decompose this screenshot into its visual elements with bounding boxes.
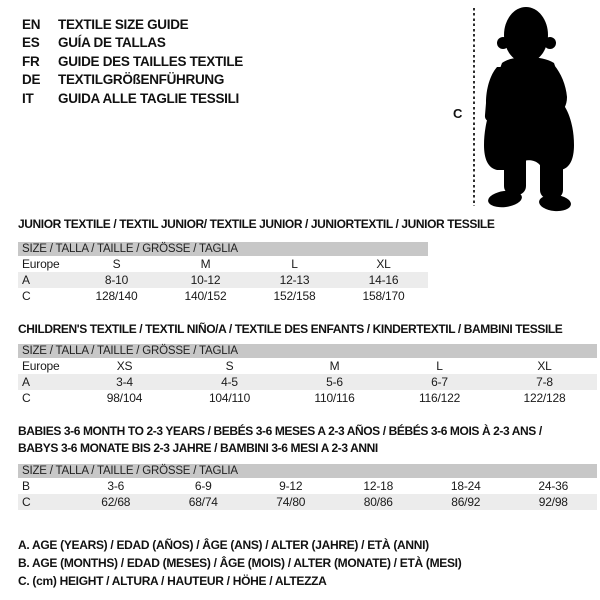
junior-table [18,242,428,304]
table-row-height [18,494,597,510]
row-label: B [22,479,30,493]
lang-row-fr [22,52,243,71]
value-cell: 62/68 [101,495,131,509]
lang-label: TEXTILGRÖßENFÜHRUNG [58,72,225,88]
lang-row-es [22,34,243,53]
children-table [18,344,597,406]
lang-label: GUIDA ALLE TAGLIE TESSILI [58,90,239,106]
size-cell: S [225,359,234,373]
row-label: C [22,391,31,405]
value-cell: 98/104 [106,391,143,405]
junior-table-title: JUNIOR TEXTILE / TEXTIL JUNIOR/ TEXTILE JUNIOR / JUNIORTEXTIL / JUNIOR TESSILE [18,217,495,231]
toddler-silhouette-icon [480,3,596,213]
value-cell: 5-6 [326,375,343,389]
lang-code: EN [22,16,41,32]
row-label: C [22,495,31,509]
lang-code: FR [22,53,40,69]
value-cell: 6-7 [431,375,448,389]
row-label: C [22,289,31,303]
babies-table-title-line2: BABYS 3-6 MONATE BIS 2-3 JAHRE / BAMBINI 3-6 MESI A 2-3 ANNI [18,441,378,455]
lang-code: ES [22,35,40,51]
table-row-months [18,478,597,494]
value-cell: 68/74 [188,495,218,509]
lang-label: TEXTILE SIZE GUIDE [58,16,189,32]
value-cell: 7-8 [536,375,553,389]
value-cell: 14-16 [368,273,399,287]
value-cell: 104/110 [208,391,251,405]
table-row-europe [18,256,428,272]
row-label: Europe [22,359,60,373]
table-row-height [18,288,428,304]
table-row-europe [18,358,597,374]
value-cell: 9-12 [279,479,303,493]
row-label: A [22,273,30,287]
size-cell: XL [376,257,391,271]
toddler-silhouette [480,3,596,213]
value-cell: 24-36 [538,479,569,493]
lang-label: GUIDE DES TAILLES TEXTILE [58,53,244,69]
value-cell: 3-4 [116,375,133,389]
value-cell: 140/152 [184,289,227,303]
value-cell: 152/158 [273,289,316,303]
value-cell: 3-6 [107,479,125,493]
value-cell: 80/86 [363,495,393,509]
value-cell: 128/140 [95,289,138,303]
lang-code: IT [22,90,34,106]
value-cell: 12-13 [279,273,310,287]
value-cell: 18-24 [450,479,481,493]
size-cell: XL [537,359,552,373]
babies-table-title-line1: BABIES 3-6 MONTH TO 2-3 YEARS / BEBÉS 3-6 MESES A 2-3 AÑOS / BÉBÉS 3-6 MOIS À 2-3 ANS / [18,424,542,438]
value-cell: 86/92 [451,495,481,509]
value-cell: 6-9 [194,479,212,493]
size-header-bar: SIZE / TALLA / TAILLE / GRÖSSE / TAGLIA [18,344,597,358]
height-measure-label-c: C [453,106,463,121]
value-cell: 4-5 [221,375,238,389]
value-cell: 8-10 [104,273,129,287]
babies-table [18,464,597,510]
lang-code: DE [22,72,41,88]
footnote-b: B. AGE (MONTHS) / EDAD (MESES) / ÂGE (MOIS) / ALTER (MONATE) / ETÀ (MESI) [18,556,462,570]
children-table-title: CHILDREN'S TEXTILE / TEXTIL NIÑO/A / TEXTILE DES ENFANTS / KINDERTEXTIL / BAMBINI TESSILE [18,322,563,336]
lang-label: GUÍA DE TALLAS [58,35,166,51]
value-cell: 110/116 [314,391,355,405]
table-row-height [18,390,597,406]
value-cell: 10-12 [190,273,221,287]
size-cell: S [112,257,121,271]
size-cell: M [329,359,340,373]
size-cell: M [200,257,211,271]
size-header-bar: SIZE / TALLA / TAILLE / GRÖSSE / TAGLIA [18,464,597,478]
table-row-age [18,374,597,390]
value-cell: 122/128 [523,391,566,405]
value-cell: 74/80 [276,495,306,509]
lang-row-de [22,71,243,90]
lang-row-it [22,89,243,108]
size-cell: L [291,257,298,271]
footnotes [18,536,461,590]
size-cell: L [436,359,443,373]
row-label: Europe [22,257,60,271]
value-cell: 116/122 [418,391,461,405]
row-label: A [22,375,30,389]
value-cell: 158/170 [362,289,405,303]
footnote-c: C. (cm) HEIGHT / ALTURA / HAUTEUR / HÖHE / ALTEZZA [18,574,327,588]
language-header [22,15,243,108]
size-header-bar: SIZE / TALLA / TAILLE / GRÖSSE / TAGLIA [18,242,428,256]
footnote-a: A. AGE (YEARS) / EDAD (AÑOS) / ÂGE (ANS) / ALTER (JAHRE) / ETÀ (ANNI) [18,538,429,552]
value-cell: 12-18 [363,479,394,493]
height-measure-line [473,8,475,206]
lang-row-en [22,15,243,34]
table-row-age [18,272,428,288]
value-cell: 92/98 [538,495,568,509]
size-cell: XS [116,359,133,373]
